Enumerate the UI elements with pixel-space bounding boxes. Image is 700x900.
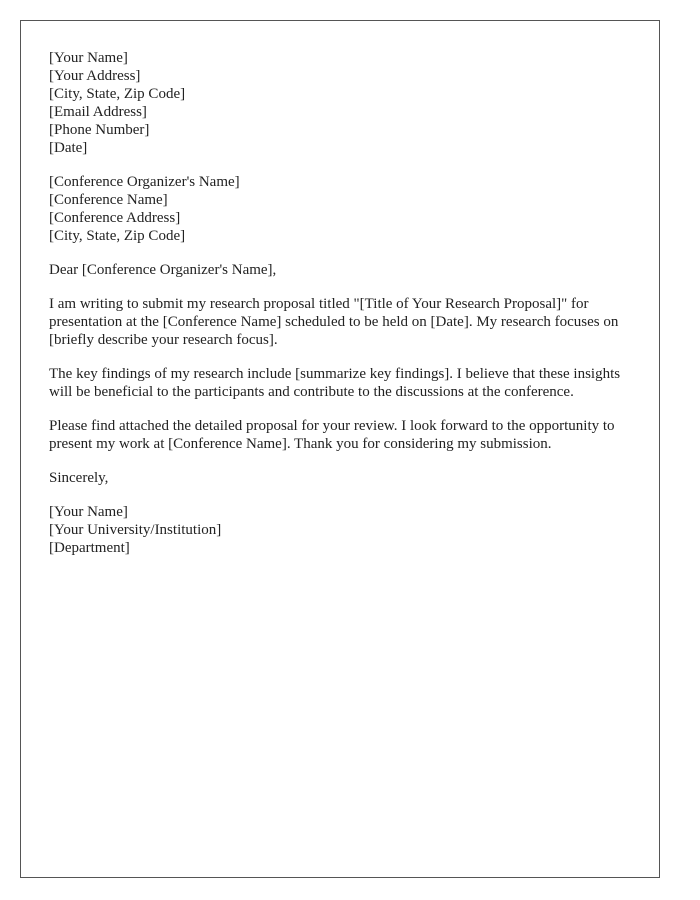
recipient-organizer-name: [Conference Organizer's Name] [49, 174, 240, 190]
letter-body [49, 49, 639, 573]
letter-date: [Date] [49, 140, 88, 156]
recipient-block [49, 173, 639, 245]
sender-address: [Your Address] [49, 68, 141, 84]
sender-phone: [Phone Number] [49, 122, 150, 138]
sender-block [49, 49, 639, 157]
letter-page [20, 20, 660, 878]
sender-email: [Email Address] [49, 104, 147, 120]
recipient-conference-name: [Conference Name] [49, 192, 168, 208]
signature-block [49, 503, 639, 557]
body-paragraph-2: The key findings of my research include [summarize key findings]. I believe that these insights will be beneficial to the participants and contribute to the discussions at the conference. [49, 366, 621, 400]
recipient-conference-address: [Conference Address] [49, 210, 181, 226]
closing: Sincerely, [49, 470, 109, 486]
signature-department: [Department] [49, 540, 130, 556]
salutation: Dear [Conference Organizer's Name], [49, 262, 277, 278]
body-paragraph-1: I am writing to submit my research proposal titled "[Title of Your Research Proposal]" for presentation at the [Conference Name] scheduled to be held on [Date]. My research focuses on [briefly describe your research focus]. [49, 296, 619, 348]
signature-name: [Your Name] [49, 504, 128, 520]
sender-name: [Your Name] [49, 50, 128, 66]
recipient-city-state-zip: [City, State, Zip Code] [49, 228, 186, 244]
signature-institution: [Your University/Institution] [49, 522, 222, 538]
body-paragraph-3: Please find attached the detailed proposal for your review. I look forward to the opportunity to present my work at [Conference Name]. Thank you for considering my submission. [49, 418, 615, 452]
sender-city-state-zip: [City, State, Zip Code] [49, 86, 186, 102]
